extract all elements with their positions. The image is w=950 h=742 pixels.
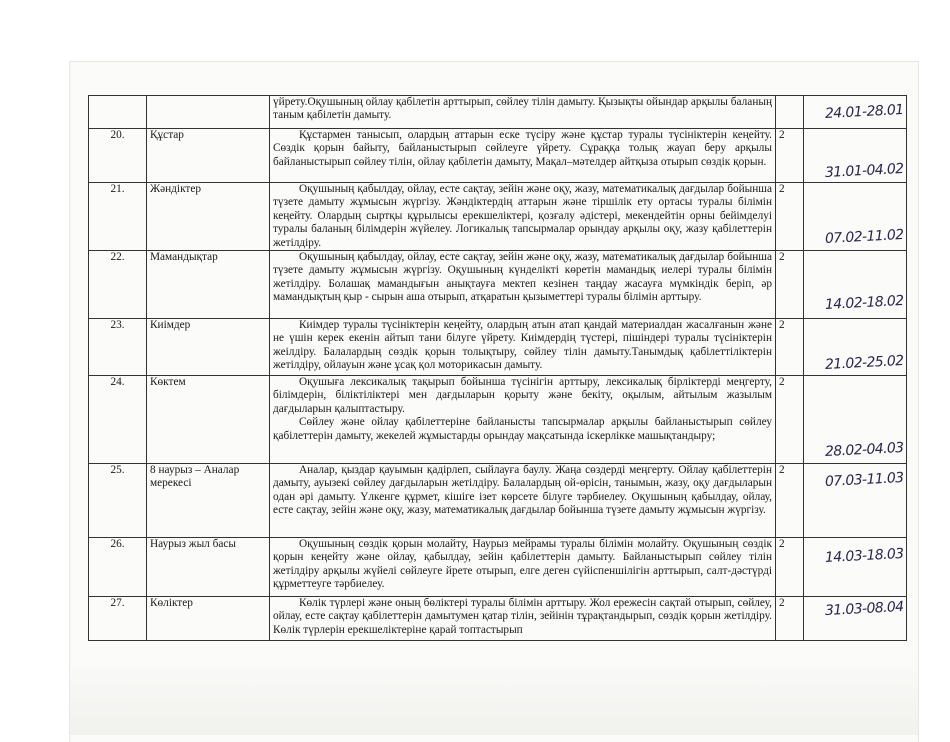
handwritten-date: 24.01-28.01 [824,101,905,123]
row-hours: 2 [776,129,804,183]
row-description [270,129,776,183]
row-description [270,464,776,538]
handwritten-date: 28.02-04.03 [824,439,905,461]
row-date-cell [804,597,907,641]
handwritten-date: 14.02-18.02 [824,292,905,314]
row-topic: Құстар [147,129,270,183]
table-row [89,319,907,376]
row-date-cell [804,464,907,538]
table-row [89,129,907,183]
row-topic: Киімдер [147,319,270,376]
row-number: 27. [89,597,147,641]
row-date-cell [804,376,907,464]
description-paragraph: Оқушыға лексикалық тақырып бойынша түсінігін арттыру, лексикалық бірліктерді меңгерту, білімдерін, біліктіліктері мен дағдыларын қорыту және бекіту, оқылым, айтылым жазылым дағдыларын қалыптастыру. [273,376,772,415]
row-number: 26. [89,538,147,597]
description-paragraph: Киімдер туралы түсініктерін кеңейту, олардың атын атап қандай материалдан жасалғанын және не үшін керек екенін айтып тани білуге үйрету. Киімдердің түстері, пішіндері туралы түсініктерін жеілдіру. Балалардың сөздік қорын толықтыру, сөйлеу тілін дамыту.Танымдық қабілеттіліктерін жетілдіру, ойлауын және ұсақ қол моторикасын дамыту. [273,319,772,372]
row-number: 25. [89,464,147,538]
row-number: 22. [89,251,147,319]
description-paragraph: Оқушының қабылдау, ойлау, есте сақтау, зейін және оқу, жазу, математикалық дағдылар бойынша түзете дамыту жұмысын жүргізу. Жәндіктердің аттарын және тіршілік ету ортасы туралы білімін кеңейту. Олардың сыртқы құрылысы ерекшеліктері, қозғалу әдістері, мекендейтін орны бейімделуі туралы баланың білімдерін жүйелеу. Логикалық тапсырмалар орындау арқылы оқу, жазу қабілеттерін жетілдіру. [273,183,772,249]
row-hours: 2 [776,538,804,597]
description-paragraph: Оқушының сөздік қорын молайту, Наурыз мейрамы туралы білімін молайту. Оқушының сөздік қорын кеңейту және ойлау, қабылдау, зейін қабілеттерін дамыту. Байланыстырып сөйлеу тілін жетілдіру арқылы жүйелі сөйлеуге йрете отырып, елге деген сүйіспеншілігін арттырып, салт-дәстүрді құрметтеуге тәрбиелеу. [273,538,772,591]
lesson-plan-table [88,95,907,641]
lesson-plan-body [89,96,907,641]
paper-shadow [70,655,918,735]
handwritten-date: 31.03-08.04 [824,598,905,620]
row-hours: 2 [776,183,804,251]
row-hours: 2 [776,251,804,319]
row-topic: Көліктер [147,597,270,641]
row-topic: Наурыз жыл басы [147,538,270,597]
description-paragraph: үйрету.Оқушының ойлау қабілетін арттырып, сөйлеу тілін дамыту. Қызықты ойындар арқылы баланың таным қабілетін дамыту. [273,96,772,122]
row-description [270,376,776,464]
row-topic: Жәндіктер [147,183,270,251]
handwritten-date: 31.01-04.02 [824,160,905,182]
table-row [89,464,907,538]
row-description [270,96,776,129]
row-description [270,538,776,597]
row-hours: 2 [776,597,804,641]
row-description [270,183,776,251]
handwritten-date: 07.03-11.03 [824,469,905,491]
row-hours [776,96,804,129]
description-paragraph: Құстармен танысып, олардың аттарын еске түсіру және құстар туралы түсініктерін кеңейту. Сөздік қорын байыту, байланыстырып сөйлеуге үйрету. Сұраққа толық жауап беру арқылы байланыстырып сөйлеу тілін, ойлау қабілетін дамыту, Мақал–мәтелдер айтқыза отырып сөздік қорын. [273,129,772,168]
row-date-cell [804,538,907,597]
description-paragraph: Аналар, қыздар қауымын қадірлеп, сыйлауға баулу. Жаңа сөздерді меңгерту. Ойлау қабілеттерін дамыту, ауызекі сөйлеу дағдыларын жетілдіру. Балалардың ой-өрісін, танымын, жазу, оқу дағдыларын одан әрі дамыту. Үлкенге құрмет, кішіге ізет көрсете білуге тәрбиелеу. Оқушының қабылдау, ойлау, есте сақтау, зейін және оқу, жазу, математикалық дағдылар бойынша түзете дамыту жұмысын жүргізу. [273,464,772,517]
table-row [89,597,907,641]
row-number: 23. [89,319,147,376]
table-row [89,251,907,319]
table-row [89,538,907,597]
row-date-cell [804,183,907,251]
row-hours: 2 [776,319,804,376]
table-row [89,376,907,464]
row-number: 20. [89,129,147,183]
row-date-cell [804,319,907,376]
description-paragraph: Оқушының қабылдау, ойлау, есте сақтау, зейін және оқу, жазу, математикалық дағдылар бойынша түзете дамыту жұмысын жүргізу. Оқушының күнделікті көретін мамандық иелері туралы білімін жетілдіру. Болашақ мамандығын анықтауға мектеп кезінен таңдау жасауға мүмкіндік беріп, әр мамандықтың қыр - сырын аша отырып, атқаратын қызыметтері туралы білімін арттыру. [273,251,772,304]
row-description [270,319,776,376]
row-topic: Мамандықтар [147,251,270,319]
row-topic: 8 наурыз – Аналар мерекесі [147,464,270,538]
row-number: 24. [89,376,147,464]
row-hours: 2 [776,376,804,464]
row-description [270,251,776,319]
table-row [89,96,907,129]
row-date-cell [804,251,907,319]
table-row [89,183,907,251]
row-description [270,597,776,641]
row-topic: Көктем [147,376,270,464]
row-date-cell [804,96,907,129]
handwritten-date: 14.03-18.03 [824,545,905,567]
handwritten-date: 07.02-11.02 [824,226,905,248]
description-paragraph: Сөйлеу және ойлау қабілеттеріне байланысты тапсырмалар арқылы байланыстырып сөйлеу қабілеттерін дамыту, жекелей жұмыстарды орындау мақсатында іскерлікке машықтандыру; [273,416,772,442]
handwritten-date: 21.02-25.02 [824,352,905,374]
row-date-cell [804,129,907,183]
row-hours: 2 [776,464,804,538]
description-paragraph: Көлік түрлері және оның бөліктері туралы білімін арттыру. Жол ережесін сақтай отырып, сөйлеу, ойлау, есте сақтау қабілеттерін дамытумен қатар тілін, зейінін тұрақтандырып, сөздік қорын жетілдіру. Көлік түрлерін ерекшеліктеріне қарай топтастырып [273,597,772,636]
row-topic [147,96,270,129]
row-number [89,96,147,129]
row-number: 21. [89,183,147,251]
